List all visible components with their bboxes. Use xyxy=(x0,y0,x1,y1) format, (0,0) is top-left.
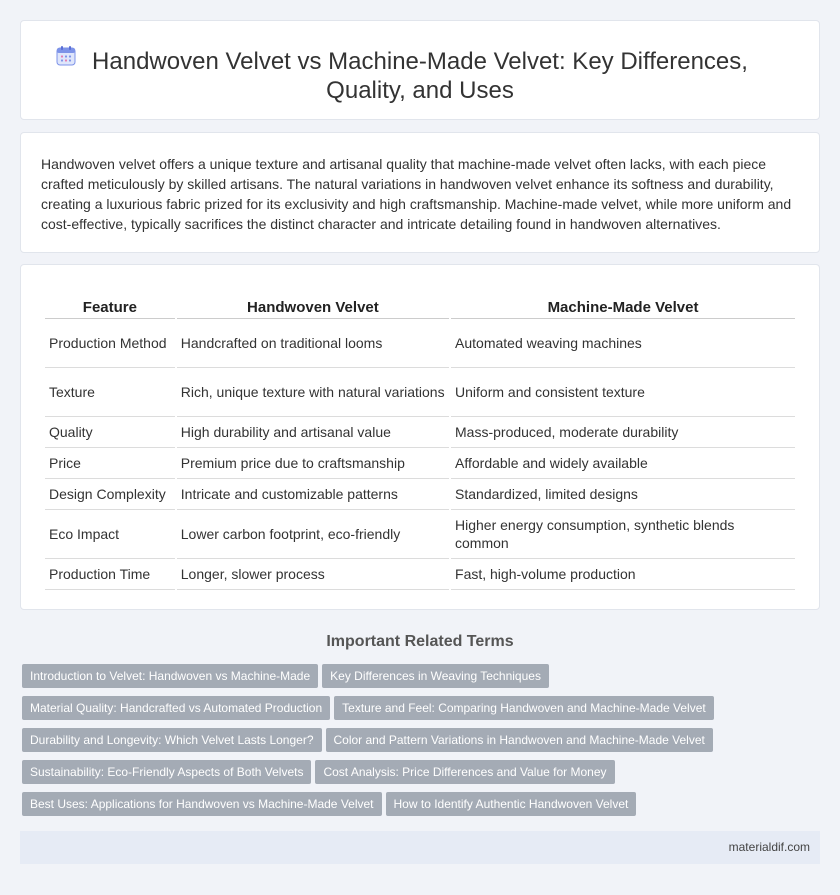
intro-card xyxy=(20,132,820,253)
table-cell: Design Complexity xyxy=(45,479,175,510)
table-cell: Uniform and consistent texture xyxy=(451,368,795,417)
table-cell: Production Method xyxy=(45,319,175,368)
table-row xyxy=(45,368,795,417)
related-term-tag[interactable]: Material Quality: Handcrafted vs Automated Production xyxy=(22,696,330,720)
page-title: Handwoven Velvet vs Machine-Made Velvet: Key Differences, Quality, and Uses xyxy=(92,48,748,104)
related-term-tag[interactable]: Key Differences in Weaving Techniques xyxy=(322,664,549,688)
table-cell: Longer, slower process xyxy=(177,559,449,590)
table-cell: Price xyxy=(45,448,175,479)
table-cell: Handcrafted on traditional looms xyxy=(177,319,449,368)
intro-paragraph: Handwoven velvet offers a unique texture and artisanal quality that machine-made velvet often lacks, with each piece crafted meticulously by skilled artisans. The natural variations in handwoven velvet enhance its softness and durability, creating a luxurious fabric prized for its exclusivity and high craftsmanship. Machine-made velvet, while more uniform and cost-effective, typically sacrifices the distinct character and intricate detailing found in handwoven alternatives. xyxy=(41,156,792,232)
table-cell: Intricate and customizable patterns xyxy=(177,479,449,510)
header-card xyxy=(20,20,820,120)
table-cell: Texture xyxy=(45,368,175,417)
table-cell: Affordable and widely available xyxy=(451,448,795,479)
related-term-tag[interactable]: Color and Pattern Variations in Handwoven and Machine-Made Velvet xyxy=(326,728,713,752)
table-cell: High durability and artisanal value xyxy=(177,417,449,448)
table-cell: Standardized, limited designs xyxy=(451,479,795,510)
table-cell: Eco Impact xyxy=(45,510,175,559)
table-header: Handwoven Velvet xyxy=(177,295,449,319)
related-term-tag[interactable]: Introduction to Velvet: Handwoven vs Machine-Made xyxy=(22,664,318,688)
footer xyxy=(20,831,820,864)
related-term-tag[interactable]: Texture and Feel: Comparing Handwoven and Machine-Made Velvet xyxy=(334,696,714,720)
table-header-row xyxy=(45,295,795,319)
table-row xyxy=(45,448,795,479)
table-header: Feature xyxy=(45,295,175,319)
related-terms-list xyxy=(22,664,822,824)
table-row xyxy=(45,417,795,448)
table-cell: Premium price due to craftsmanship xyxy=(177,448,449,479)
table-cell: Higher energy consumption, synthetic blends common xyxy=(451,510,795,559)
table-cell: Production Time xyxy=(45,559,175,590)
related-term-tag[interactable]: Durability and Longevity: Which Velvet Lasts Longer? xyxy=(22,728,322,752)
table-cell: Automated weaving machines xyxy=(451,319,795,368)
table-cell: Mass-produced, moderate durability xyxy=(451,417,795,448)
table-row xyxy=(45,319,795,368)
table-row xyxy=(45,559,795,590)
table-cell: Quality xyxy=(45,417,175,448)
related-term-tag[interactable]: Cost Analysis: Price Differences and Value for Money xyxy=(315,760,614,784)
table-cell: Lower carbon footprint, eco-friendly xyxy=(177,510,449,559)
comparison-table xyxy=(43,295,797,590)
table-header: Machine-Made Velvet xyxy=(451,295,795,319)
table-cell: Rich, unique texture with natural variations xyxy=(177,368,449,417)
comparison-card xyxy=(20,264,820,610)
table-row xyxy=(45,479,795,510)
related-term-tag[interactable]: How to Identify Authentic Handwoven Velvet xyxy=(386,792,637,816)
related-terms-title: Important Related Terms xyxy=(326,633,514,650)
related-term-tag[interactable]: Sustainability: Eco-Friendly Aspects of Both Velvets xyxy=(22,760,311,784)
table-row xyxy=(45,510,795,559)
table-cell: Fast, high-volume production xyxy=(451,559,795,590)
footer-site-link[interactable]: materialdif.com xyxy=(728,840,810,854)
related-term-tag[interactable]: Best Uses: Applications for Handwoven vs Machine-Made Velvet xyxy=(22,792,382,816)
